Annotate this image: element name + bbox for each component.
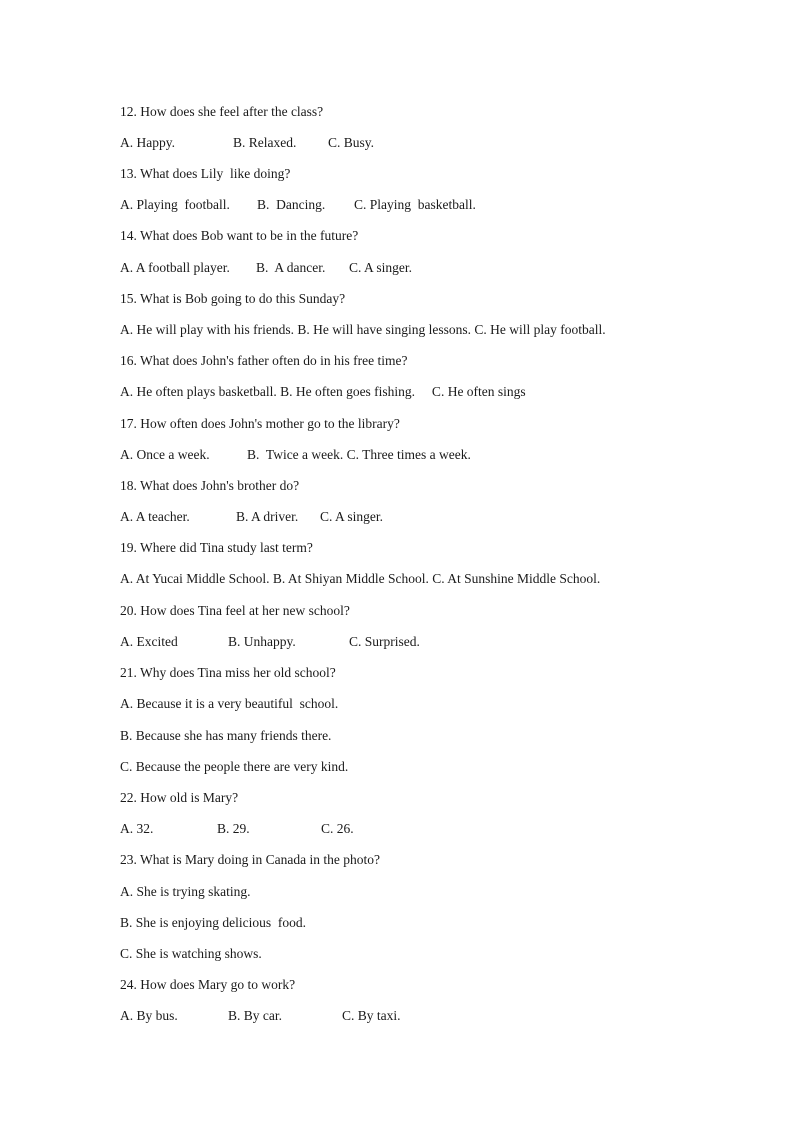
options-15: A. He will play with his friends. B. He will have singing lessons. C. He will play football. xyxy=(120,322,606,337)
option-20a: A. Excited xyxy=(120,634,178,649)
question-20: 20. How does Tina feel at her new school? xyxy=(120,603,350,618)
question-21: 21. Why does Tina miss her old school? xyxy=(120,665,336,680)
option-24c: C. By taxi. xyxy=(342,1008,401,1023)
question-19: 19. Where did Tina study last term? xyxy=(120,540,313,555)
question-17: 17. How often does John's mother go to the library? xyxy=(120,416,400,431)
question-23: 23. What is Mary doing in Canada in the photo? xyxy=(120,852,380,867)
option-12a: A. Happy. xyxy=(120,135,175,150)
question-15: 15. What is Bob going to do this Sunday? xyxy=(120,291,346,306)
option-23a: A. She is trying skating. xyxy=(120,884,251,899)
option-20c: C. Surprised. xyxy=(349,634,420,649)
option-14b: B. A dancer. xyxy=(256,260,326,275)
options-16: A. He often plays basketball. B. He often goes fishing. C. He often sings xyxy=(120,384,526,399)
question-14: 14. What does Bob want to be in the future? xyxy=(120,228,359,243)
question-12: 12. How does she feel after the class? xyxy=(120,104,324,119)
question-13: 13. What does Lily like doing? xyxy=(120,166,291,181)
option-13b: B. Dancing. xyxy=(257,197,326,212)
option-23b: B. She is enjoying delicious food. xyxy=(120,915,306,930)
option-12c: C. Busy. xyxy=(328,135,375,150)
option-18c: C. A singer. xyxy=(320,509,384,524)
option-14c: C. A singer. xyxy=(349,260,413,275)
option-22a: A. 32. xyxy=(120,821,154,836)
option-24a: A. By bus. xyxy=(120,1008,178,1023)
question-16: 16. What does John's father often do in his free time? xyxy=(120,353,408,368)
option-13a: A. Playing football. xyxy=(120,197,230,212)
option-20b: B. Unhappy. xyxy=(228,634,296,649)
option-21b: B. Because she has many friends there. xyxy=(120,728,332,743)
option-17bc: B. Twice a week. C. Three times a week. xyxy=(247,447,471,462)
question-18: 18. What does John's brother do? xyxy=(120,478,300,493)
option-18b: B. A driver. xyxy=(236,509,299,524)
option-22c: C. 26. xyxy=(321,821,354,836)
option-14a: A. A football player. xyxy=(120,260,230,275)
option-24b: B. By car. xyxy=(228,1008,282,1023)
option-17a: A. Once a week. xyxy=(120,447,210,462)
option-22b: B. 29. xyxy=(217,821,250,836)
question-24: 24. How does Mary go to work? xyxy=(120,977,296,992)
option-23c: C. She is watching shows. xyxy=(120,946,262,961)
question-22: 22. How old is Mary? xyxy=(120,790,239,805)
option-12b: B. Relaxed. xyxy=(233,135,297,150)
option-13c: C. Playing basketball. xyxy=(354,197,476,212)
option-18a: A. A teacher. xyxy=(120,509,190,524)
option-21a: A. Because it is a very beautiful school. xyxy=(120,696,339,711)
option-21c: C. Because the people there are very kind. xyxy=(120,759,349,774)
options-19: A. At Yucai Middle School. B. At Shiyan Middle School. C. At Sunshine Middle School. xyxy=(120,571,601,586)
